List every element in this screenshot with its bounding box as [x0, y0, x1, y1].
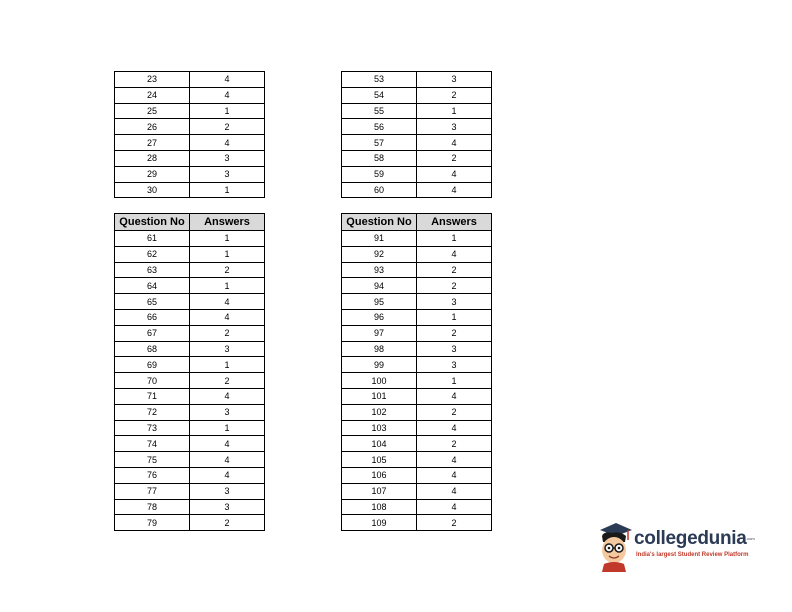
question-number-cell: 54 [342, 87, 417, 103]
student-mascot-icon [594, 520, 634, 572]
question-number-cell: 107 [342, 483, 417, 499]
question-number-cell: 23 [115, 72, 190, 88]
question-number-cell: 102 [342, 404, 417, 420]
question-number-cell: 58 [342, 150, 417, 166]
table-row [115, 404, 265, 420]
table-row [342, 119, 492, 135]
question-number-cell: 56 [342, 119, 417, 135]
table-row [115, 72, 265, 88]
answer-cell: 2 [417, 150, 492, 166]
answer-cell: 1 [417, 231, 492, 247]
answer-cell: 2 [417, 325, 492, 341]
question-number-cell: 78 [115, 499, 190, 515]
question-number-cell: 55 [342, 103, 417, 119]
question-number-cell: 68 [115, 341, 190, 357]
table-row [115, 278, 265, 294]
table-row [342, 87, 492, 103]
question-number-cell: 59 [342, 166, 417, 182]
answer-cell: 4 [417, 246, 492, 262]
header-question-no: Question No [342, 214, 417, 231]
answer-cell: 1 [190, 182, 265, 198]
answer-cell: 4 [417, 452, 492, 468]
answer-cell: 4 [417, 499, 492, 515]
collegedunia-logo [594, 520, 764, 572]
answer-cell: 4 [190, 294, 265, 310]
answer-cell: 4 [190, 388, 265, 404]
answer-table-q61-79 [114, 213, 265, 531]
table-row [115, 388, 265, 404]
table-row [342, 278, 492, 294]
table-header-row [342, 214, 492, 231]
answer-cell: 3 [417, 119, 492, 135]
table-row [115, 166, 265, 182]
question-number-cell: 69 [115, 357, 190, 373]
brand-suffix: .com [746, 536, 755, 541]
table-row [342, 135, 492, 151]
question-number-cell: 28 [115, 150, 190, 166]
answer-cell: 4 [417, 483, 492, 499]
question-number-cell: 77 [115, 483, 190, 499]
answer-cell: 1 [417, 309, 492, 325]
answer-cell: 1 [190, 357, 265, 373]
table-row [115, 150, 265, 166]
header-answers: Answers [190, 214, 265, 231]
table-row [342, 341, 492, 357]
question-number-cell: 94 [342, 278, 417, 294]
answer-cell: 2 [190, 325, 265, 341]
table-row [115, 452, 265, 468]
table-row [342, 262, 492, 278]
answer-cell: 3 [190, 166, 265, 182]
answer-cell: 4 [190, 452, 265, 468]
answer-cell: 4 [417, 420, 492, 436]
table-row [115, 467, 265, 483]
question-number-cell: 30 [115, 182, 190, 198]
table-row [342, 166, 492, 182]
answer-cell: 4 [190, 87, 265, 103]
answer-cell: 4 [190, 72, 265, 88]
table-row [115, 341, 265, 357]
answer-cell: 2 [190, 119, 265, 135]
question-number-cell: 103 [342, 420, 417, 436]
question-number-cell: 79 [115, 515, 190, 531]
question-number-cell: 93 [342, 262, 417, 278]
table-row [115, 325, 265, 341]
question-number-cell: 70 [115, 373, 190, 389]
header-question-no: Question No [115, 214, 190, 231]
question-number-cell: 73 [115, 420, 190, 436]
answer-cell: 4 [190, 135, 265, 151]
answer-cell: 1 [417, 103, 492, 119]
table-row [342, 467, 492, 483]
table-row [115, 231, 265, 247]
table-row [115, 135, 265, 151]
question-number-cell: 25 [115, 103, 190, 119]
question-number-cell: 29 [115, 166, 190, 182]
question-number-cell: 99 [342, 357, 417, 373]
question-number-cell: 108 [342, 499, 417, 515]
answer-cell: 3 [190, 499, 265, 515]
question-number-cell: 24 [115, 87, 190, 103]
question-number-cell: 57 [342, 135, 417, 151]
table-row [115, 246, 265, 262]
answer-cell: 2 [190, 515, 265, 531]
question-number-cell: 109 [342, 515, 417, 531]
answer-cell: 4 [417, 166, 492, 182]
question-number-cell: 98 [342, 341, 417, 357]
table-row [115, 103, 265, 119]
question-number-cell: 100 [342, 373, 417, 389]
question-number-cell: 67 [115, 325, 190, 341]
table-row [115, 436, 265, 452]
table-row [115, 515, 265, 531]
table-row [115, 499, 265, 515]
answer-cell: 3 [417, 294, 492, 310]
table-row [342, 388, 492, 404]
answer-cell: 1 [190, 278, 265, 294]
question-number-cell: 105 [342, 452, 417, 468]
question-number-cell: 97 [342, 325, 417, 341]
question-number-cell: 61 [115, 231, 190, 247]
answer-cell: 4 [190, 436, 265, 452]
table-row [115, 262, 265, 278]
question-number-cell: 101 [342, 388, 417, 404]
table-row [342, 231, 492, 247]
table-row [342, 294, 492, 310]
answer-cell: 2 [190, 373, 265, 389]
question-number-cell: 95 [342, 294, 417, 310]
table-row [342, 182, 492, 198]
answer-cell: 4 [190, 309, 265, 325]
question-number-cell: 27 [115, 135, 190, 151]
table-row [342, 150, 492, 166]
answer-cell: 2 [417, 436, 492, 452]
table-row [115, 87, 265, 103]
table-row [342, 246, 492, 262]
table-row [342, 72, 492, 88]
question-number-cell: 92 [342, 246, 417, 262]
table-row [115, 420, 265, 436]
table-row [115, 182, 265, 198]
question-number-cell: 26 [115, 119, 190, 135]
table-row [115, 309, 265, 325]
answer-table-q23-30 [114, 71, 265, 198]
question-number-cell: 72 [115, 404, 190, 420]
table-row [342, 103, 492, 119]
question-number-cell: 75 [115, 452, 190, 468]
question-number-cell: 53 [342, 72, 417, 88]
table-header-row [115, 214, 265, 231]
answer-table-q91-109 [341, 213, 492, 531]
table-row [342, 373, 492, 389]
table-row [115, 483, 265, 499]
question-number-cell: 74 [115, 436, 190, 452]
brand-tagline: India's largest Student Review Platform [636, 552, 749, 558]
question-number-cell: 63 [115, 262, 190, 278]
question-number-cell: 96 [342, 309, 417, 325]
table-row [342, 420, 492, 436]
question-number-cell: 106 [342, 467, 417, 483]
answer-cell: 1 [417, 373, 492, 389]
answer-cell: 4 [417, 388, 492, 404]
answer-cell: 1 [190, 420, 265, 436]
answer-cell: 4 [190, 467, 265, 483]
table-row [342, 452, 492, 468]
answer-cell: 3 [417, 357, 492, 373]
answer-cell: 1 [190, 103, 265, 119]
answer-cell: 4 [417, 467, 492, 483]
answer-cell: 3 [417, 341, 492, 357]
table-row [115, 373, 265, 389]
question-number-cell: 60 [342, 182, 417, 198]
answer-cell: 3 [417, 72, 492, 88]
question-number-cell: 71 [115, 388, 190, 404]
question-number-cell: 91 [342, 231, 417, 247]
answer-cell: 3 [190, 404, 265, 420]
table-row [342, 404, 492, 420]
table-row [342, 309, 492, 325]
table-row [342, 499, 492, 515]
answer-table-q53-60 [341, 71, 492, 198]
brand-name: collegedunia [634, 528, 747, 549]
answer-cell: 3 [190, 483, 265, 499]
table-row [115, 357, 265, 373]
answer-cell: 2 [190, 262, 265, 278]
answer-cell: 3 [190, 341, 265, 357]
answer-cell: 2 [417, 87, 492, 103]
table-row [115, 119, 265, 135]
question-number-cell: 76 [115, 467, 190, 483]
question-number-cell: 104 [342, 436, 417, 452]
table-row [342, 357, 492, 373]
table-row [115, 294, 265, 310]
table-row [342, 483, 492, 499]
question-number-cell: 64 [115, 278, 190, 294]
question-number-cell: 62 [115, 246, 190, 262]
answer-cell: 4 [417, 135, 492, 151]
answer-cell: 2 [417, 278, 492, 294]
answer-cell: 3 [190, 150, 265, 166]
header-answers: Answers [417, 214, 492, 231]
question-number-cell: 65 [115, 294, 190, 310]
answer-cell: 4 [417, 182, 492, 198]
answer-cell: 2 [417, 515, 492, 531]
table-row [342, 515, 492, 531]
answer-cell: 2 [417, 262, 492, 278]
table-row [342, 325, 492, 341]
answer-cell: 2 [417, 404, 492, 420]
answer-cell: 1 [190, 246, 265, 262]
question-number-cell: 66 [115, 309, 190, 325]
table-row [342, 436, 492, 452]
answer-cell: 1 [190, 231, 265, 247]
